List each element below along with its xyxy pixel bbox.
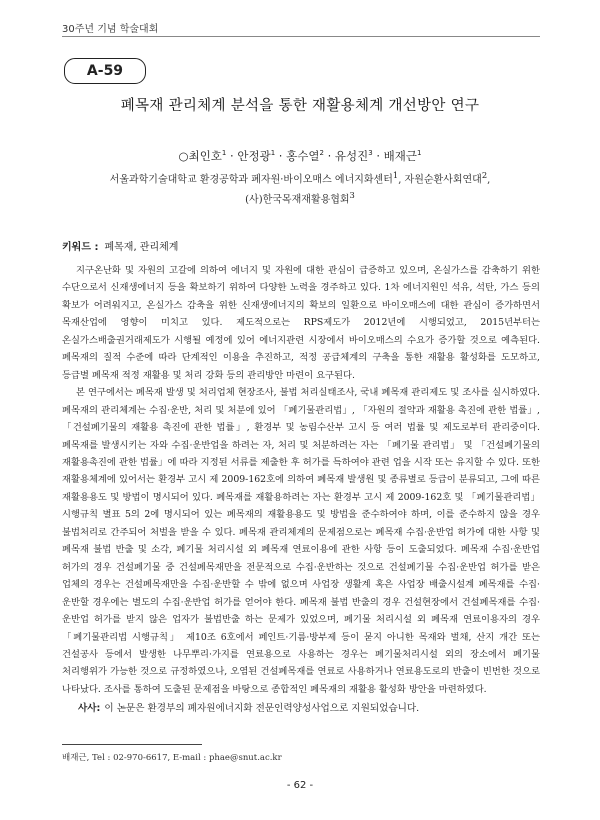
keywords-value: 폐목재, 관리체계 <box>104 242 179 253</box>
acknowledgement <box>78 700 419 714</box>
footnote-rule <box>62 744 202 745</box>
affiliation-2: , 자원순환사회연대 <box>398 174 482 186</box>
author-name: 유성진 <box>334 149 369 163</box>
affiliation-1-sup: 1 <box>392 170 399 180</box>
ack-text: 이 논문은 환경부의 폐자원에너지화 전문인력양성사업으로 지원되었습니다. <box>104 703 420 714</box>
author-affiliation-sup: 1 <box>416 149 422 158</box>
author-affiliation-sup: 1 <box>221 149 227 158</box>
author-separator: · <box>372 149 384 163</box>
keywords <box>62 238 178 253</box>
affiliation-1-end: , <box>487 174 491 186</box>
affiliation-3-sup: 3 <box>349 190 355 200</box>
affiliation-line-2 <box>0 190 600 205</box>
affiliation-3: (사)한국목재재활용협회 <box>245 194 350 206</box>
keywords-label: 키워드 : <box>62 242 99 253</box>
author-list <box>0 148 600 164</box>
paper-code-badge: A-59 <box>64 58 146 84</box>
affiliation-line-1 <box>0 170 600 185</box>
author-name: ○최인호 <box>178 149 222 163</box>
author-name: 배재근 <box>383 149 417 163</box>
author-affiliation-sup: 3 <box>368 149 373 158</box>
paper-title: 폐목재 관리체계 분석을 통한 재활용체계 개선방안 연구 <box>120 98 480 114</box>
author-affiliation-sup: 2 <box>319 149 324 158</box>
running-head: 30주년 기념 학술대회 <box>62 24 159 35</box>
author-name: 홍수열 <box>286 149 320 163</box>
ack-label: 사사: <box>78 703 101 714</box>
author-separator: · <box>323 149 335 163</box>
footnote: 배재근, Tel : 02-970-6617, E-mail : phae@snut.ac.kr <box>62 753 282 763</box>
header-rule <box>62 36 540 37</box>
affiliation-1: 서울과학기술대학교 환경공학과 폐자원·바이오매스 에너지화센터 <box>109 174 393 186</box>
author-separator: · <box>226 149 238 163</box>
author-separator: · <box>275 149 287 163</box>
paragraph-1: 지구온난화 및 자원의 고갈에 의하여 에너지 및 자원에 대한 관심이 급증하고 있으며, 온실가스를 감축하기 위한 수단으로서 신재생에너지 등을 확보하기 위하여 다양한 노력을 경주하고 있다. 1차 에너지원인 석유, 석탄, 가스 등의 확보가 어려워지고, 온실가스 감축을 위한 신재생에너지의 확보의 일환으로 바이오매스에 대한 관심이 증가하면서 목재산업에 영향이 미치고 있다. 제도적으로는 RPS제도가 2012년에 시행되었고, 2015년부터는 온실가스배출권거래제도가 시행될 예정에 있어 에너지관련 시장에서 바이오매스의 수요가 증가할 것으로 예측된다. 폐목재의 질적 수준에 따라 단계적인 이용을 추진하고, 적정 공급체계의 구축을 통한 재활용 활성화를 도모하고, 등급별 폐목재 적정 재활용 및 처리 강화 등의 관리방안 마련이 요구된다. <box>62 265 540 381</box>
author-name: 안정광 <box>237 149 271 163</box>
affiliation-2-sup: 2 <box>481 170 488 180</box>
paragraph-2: 본 연구에서는 폐목재 발생 및 처리업체 현장조사, 불법 처리실태조사, 국내 폐목재 관리제도 및 조사를 실시하였다. 폐목재의 관리체계는 수집·운반, 처리 및 처분에 있어 「폐기물관리법」, 「자원의 절약과 재활용 촉진에 관한 법률」, 「건설폐기물의 재활용 촉진에 관한 법률」, 환경부 및 농림수산부 고시 등 여러 법률 및 제도로부터 관리중이다. 폐목재를 발생시키는 자와 수집·운반업을 하려는 자, 처리 및 처분하려는 자는 「폐기물 관리법」 및 「건설폐기물의 재활용촉진에 관한 법률」에 따라 지정된 서류를 제출한 후 허가를 득하여야 관련 업을 시작 또는 유지할 수 있다. 또한 재활용체계에 있어서는 환경부 고시 제 2009-162호에 의하여 폐목재 발생원 및 종류별로 등급이 분류되고, 그에 따른 재활용용도 및 방법이 명시되어 있다. 폐목재를 재활용하려는 자는 환경부 고시 제 2009-162호 및 「폐기물관리법」 시행규칙 별표 5의 2에 명시되어 있는 폐목재의 재활용용도 및 방법을 준수하여야 하며, 이를 준수하지 않을 경우 불법처리로 간주되어 처벌을 받을 수 있다. 폐목재 관리체계의 문제점으로는 폐목재 수집·운반업 허가에 대한 사항 및 폐목재 불법 반출 및 소각, 폐기물 처리시설 외 폐목재 연료이용에 관한 사항 등이 도출되었다. 폐목재 수집·운반업 허가의 경우 건설폐기물 중 건설폐목재만을 전문적으로 수집·운반하는 것으로 건설폐기물 수집·운반업 허가를 받은 업체의 경우는 건설폐목재만을 수집·운반할 수 밖에 없으며 사업장 생활계 혹은 사업장 배출시설계 폐목재를 수집·운반할 경우에는 별도의 수집·운반업 허가를 얻어야 한다. 폐목재 불법 반출의 경우 건설현장에서 건설폐목재를 수집·운반업 허가를 받지 않은 업자가 불법반출 하는 문제가 있었으며, 폐기물 처리시설 외 폐목재 연료이용자의 경우 「폐기물관리법 시행규칙」 제10조 6호에서 페인트·기름·방부제 등이 묻지 아니한 목재와 벌채, 산지 개간 또는 건설공사 등에서 발생한 나무뿌리·가지를 연료용으로 사용하는 경우는 폐기물처리시설 외의 장소에서 폐기물 처리행위가 가능한 것으로 규정하였으나, 오염된 건설폐목재를 연료로 사용하거나 연료용도로의 반출이 빈번한 것으로 나타났다. 조사를 통하여 도출된 문제점을 바탕으로 종합적인 폐목재의 재활용 활성화 방안을 마련하였다. <box>62 387 540 695</box>
author-affiliation-sup: 1 <box>270 149 276 158</box>
abstract-body <box>62 262 540 698</box>
page-number: - 62 - <box>286 780 314 791</box>
